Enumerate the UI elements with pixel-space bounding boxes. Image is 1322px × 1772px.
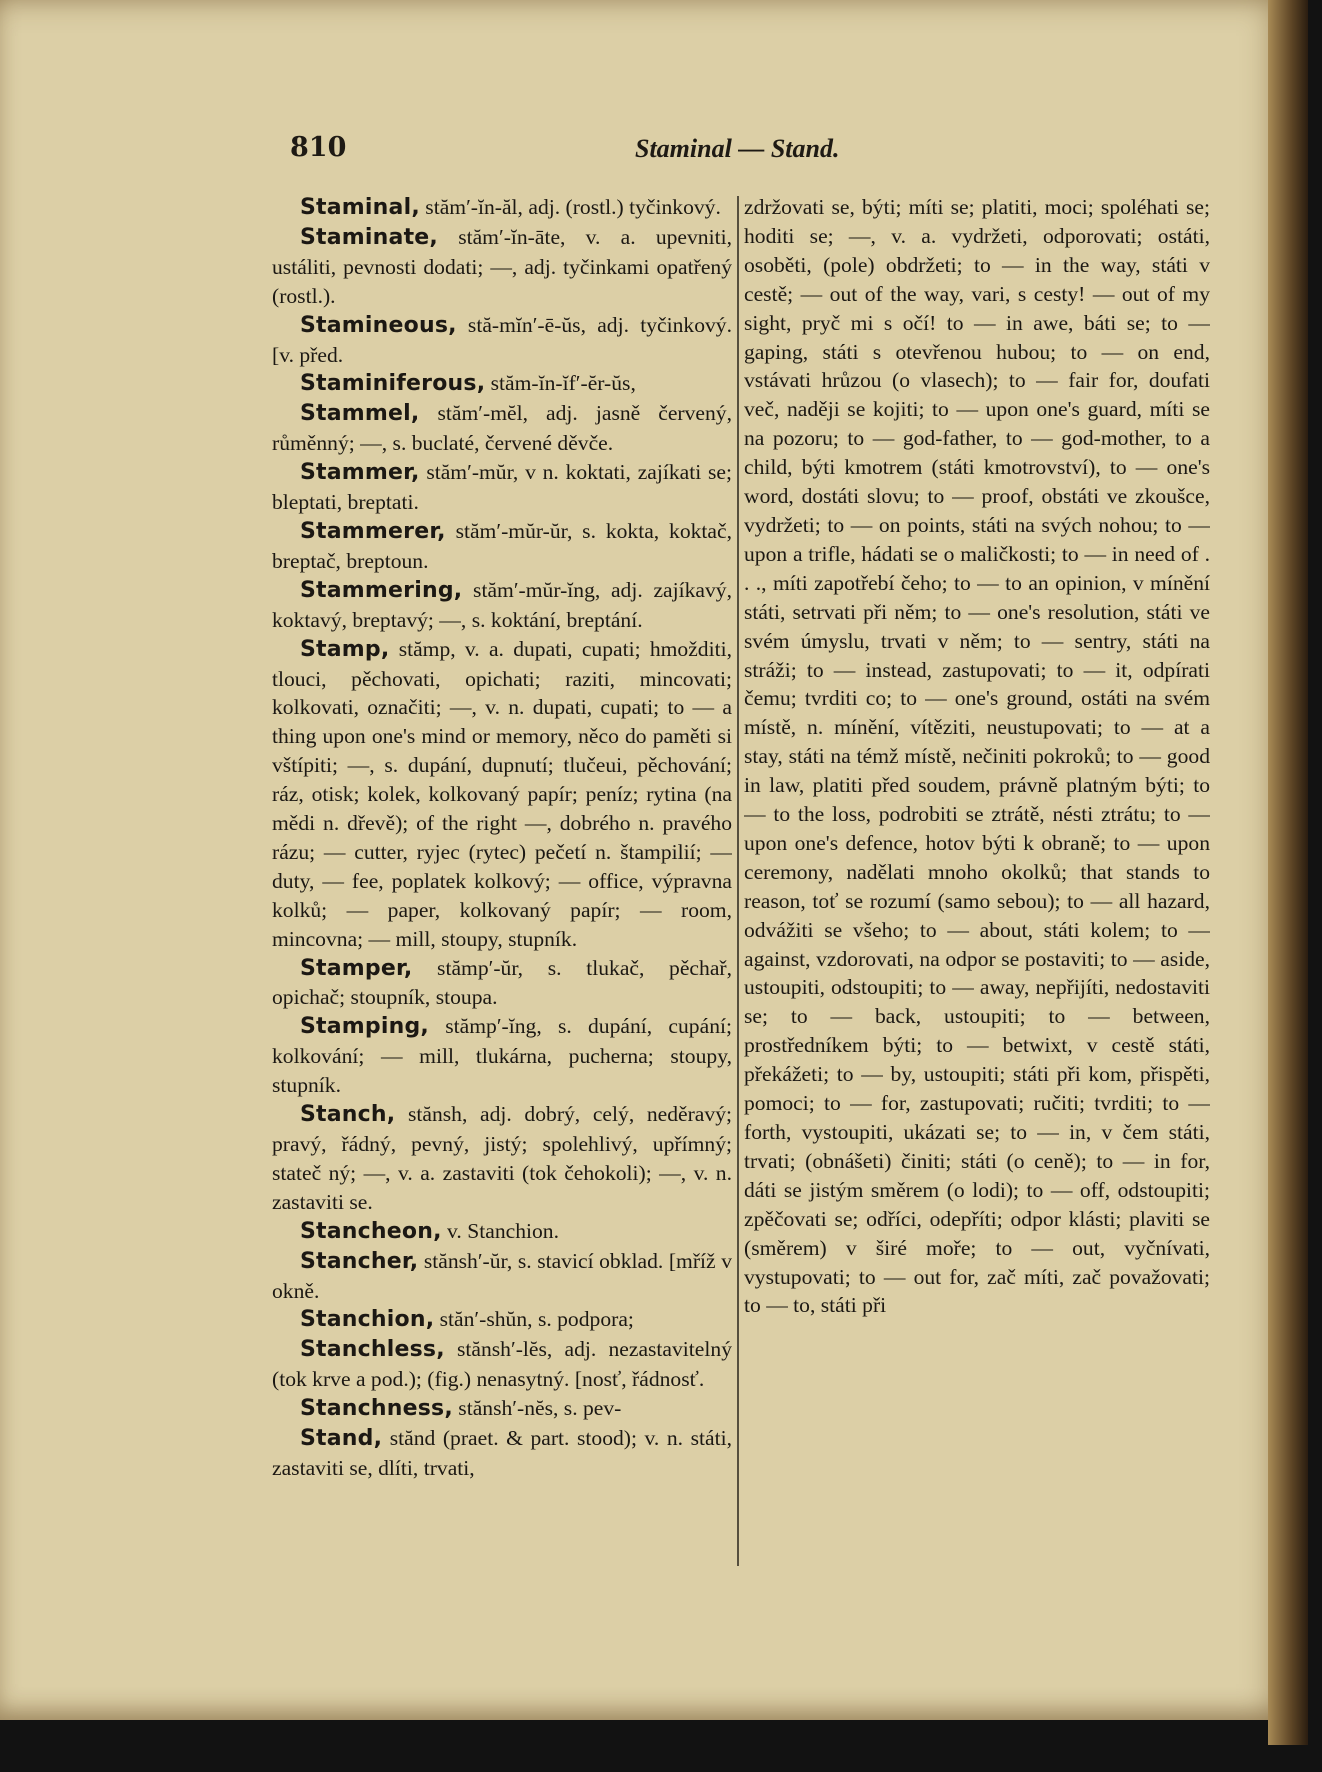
entry-definition: stănsh′-nĕs, s. pev- [452,1396,622,1421]
column-divider [737,196,739,1566]
entry-definition: stămp′-ĭng, s. dupání, cupání; kolkování; — mill, tlukárna, pucherna; stoupy, stupník. [272,1014,732,1098]
entry-headword: Staminiferous, [300,371,486,397]
dictionary-entry [272,1424,732,1483]
entry-definition: stăm′-mŭr-ĭng, adj. zajíkavý, koktavý, breptavý; —, s. koktání, breptání. [272,577,732,632]
entry-definition: stăm′-mŭr, v n. koktati, zajíkati se; bleptati, breptati. [272,460,732,515]
entry-definition: stă-mĭn′-ē-ŭs, adj. tyčinkový. [v. před. [272,312,732,367]
dictionary-entry [272,635,732,954]
dictionary-entry [272,1305,732,1335]
dictionary-entry [272,1247,732,1306]
right-column-text: zdržovati se, býti; míti se; platiti, moci; spoléhati se; hoditi se; —, v. a. vydržeti, odporovati; ostáti, osoběti, (pole) obdržeti; to — in the way, státi v cestě; — out of the way, vari, s cesty! — out of my sight, pryč mi s očí! to — in awe, báti se; to — gaping, státi s otevřenou hubou; to — on end, vstávati hrůzou (o vlasech); to — fair for, doufati več, naději se kojiti; to — upon one's guard, míti se na pozoru; to — god-father, to — god-mother, to a child, býti kmotrem (státi kmotrovství), to — one's word, dostáti slovu; to — proof, obstáti ve zkoušce, vydržeti; to — on points, státi na svých nohou; to — upon a trifle, hádati se o maličkosti; to — in need of . . ., míti zapotřebí čeho; to — to an opinion, v mínění státi, setrvati při něm; to — one's resolution, státi ve svém úmyslu, trvati v něm; to — sentry, státi na stráži; to — instead, zastupovati; to — it, odpírati čemu; tvrditi co; to — one's ground, ostáti na svém místě, n. mínění, vítěziti, neustupovati; to — at a stay, státi na témž místě, nečiniti pokroků; to — good in law, platiti před soudem, právně platným býti; to — to the loss, podrobiti se ztrátě, nésti ztrátu; to — upon one's defence, hotov býti k obraně; to — upon ceremony, nadělati mnoho okolků; that stands to reason, toť se rozumí (samo sebou); to — all hazard, odvážiti se všeho; to — about, státi kolem; to — against, vzdorovati, na odpor se postaviti; to — aside, ustoupiti, odstoupiti; to — away, nepřijíti, nedostaviti se; to — back, ustoupiti; to — between, prostředníkem býti; to — betwixt, v cestě státi, překážeti; to — by, ustoupiti; státi při kom, přispěti, pomoci; to — for, zastupovati; ručiti; tvrditi; to — forth, vystoupiti, ukázati se; to — in, v čem státi, trvati; (obnášeti) činiti; státi (o ceně); to — in for, dáti se jistým směrem (o lodi); to — off, odstoupiti; zpěčovati se; odříci, odepříti; odpor klásti; plaviti se (směrem) v širé moře; to — out, vyčnívati, vystupovati; to — out for, zač míti, zač považovati; to — to, státi při [744,195,1210,1318]
entry-definition: stăm-ĭn-ĭf′-ĕr-ŭs, [485,371,636,396]
entry-headword: Stammel, [300,401,420,427]
entry-headword: Staminal, [300,195,420,220]
dictionary-entry [272,458,732,517]
entry-headword: Stand, [300,1426,383,1452]
entry-headword: Stamp, [300,636,390,662]
dictionary-entry [272,1335,732,1394]
entry-definition: stămp, v. a. dupati, cupati; hmožditi, tlouci, pěchovati, opichati; raziti, mincovati; kolkovati, označiti; —, v. n. dupati, cupati; to — a thing upon one's mind or memory, něco do paměti si vštípiti; —, s. dupání, dupnutí; tlučeui, pěchování; ráz, otisk; kolek, kolkovaný papír; peníz; rytina (na mědi n. dřevě); of the right —, dobrého n. pravého rázu; — cutter, ryjec (rytec) pečetí n. štampilií; — duty, — fee, poplatek kolkový; — office, výpravna kolků; — paper, kolkovaný papír; — room, mincovna; — mill, stoupy, stupník. [272,636,732,951]
dictionary-entry [272,1100,732,1217]
dictionary-entry [272,369,732,399]
entry-headword: Stamper, [300,955,413,981]
dictionary-entry [272,517,732,576]
dictionary-entry [272,1217,732,1247]
dictionary-entry [272,399,732,458]
dictionary-entry [272,1012,732,1100]
entry-headword: Stanch, [300,1102,396,1128]
entry-definition: stănsh′-lĕs, adj. nezastavitelný (tok krve a pod.); (fig.) nenasytný. [nosť, řádnosť. [272,1337,732,1392]
dictionary-entry [272,193,732,223]
entry-definition: stăm′-ĭn-ăl, adj. (rostl.) tyčinkový. [419,195,721,219]
entry-definition: stănd (praet. & part. stood); v. n. státi, zastaviti se, dlíti, trvati, [272,1426,732,1480]
dictionary-entry [272,223,732,311]
dictionary-entry [272,576,732,635]
dictionary-entry [272,1394,732,1424]
entry-headword: Stancher, [300,1248,419,1274]
running-head: Staminal — Stand. [635,134,840,163]
entry-definition: v. Stanchion. [441,1218,559,1243]
entry-headword: Stanchness, [300,1396,453,1422]
dictionary-entry [272,954,732,1013]
dictionary-entry [272,311,732,370]
entry-headword: Stanchion, [300,1307,435,1333]
page-header [290,132,1190,172]
entry-definition: stăm′-mĕl, adj. jasně červený, růměnný; —, s. buclaté, červené děvče. [272,401,732,456]
entry-headword: Stammering, [300,577,463,603]
entry-headword: Stamping, [300,1014,429,1040]
entry-definition: stănsh, adj. dobrý, celý, neděravý; pravý, řádný, pevný, jistý; spolehlivý, upřímný; stateč ný; —, v. a. zastaviti (tok čehokoli); —, v. n. zastaviti se. [272,1102,732,1214]
entry-definition: stăn′-shŭn, s. podpora; [434,1307,634,1332]
book-spine-edge [1268,0,1308,1745]
entry-headword: Stanchless, [300,1337,445,1363]
entry-definition: stăm′-ĭn-āte, v. a. upevniti, ustáliti, pevnosti dodati; —, adj. tyčinkami opatřený (rostl.). [272,224,732,308]
page-number: 810 [290,132,347,163]
entry-headword: Stammerer, [300,518,446,544]
left-column [272,193,732,1578]
entry-definition: stăm′-mŭr-ŭr, s. kokta, koktač, breptač, breptoun. [272,518,732,573]
entry-headword: Stamineous, [300,312,457,338]
entry-headword: Staminate, [300,224,438,250]
entry-definition: stănsh′-ŭr, s. stavicí obklad. [mříž v okně. [272,1248,732,1303]
right-column [744,193,1210,1578]
entry-definition: stămp′-ŭr, s. tlukač, pěchař, opichač; stoupník, stoupa. [272,955,732,1010]
entry-headword: Stancheon, [300,1218,442,1244]
entry-headword: Stammer, [300,460,420,486]
